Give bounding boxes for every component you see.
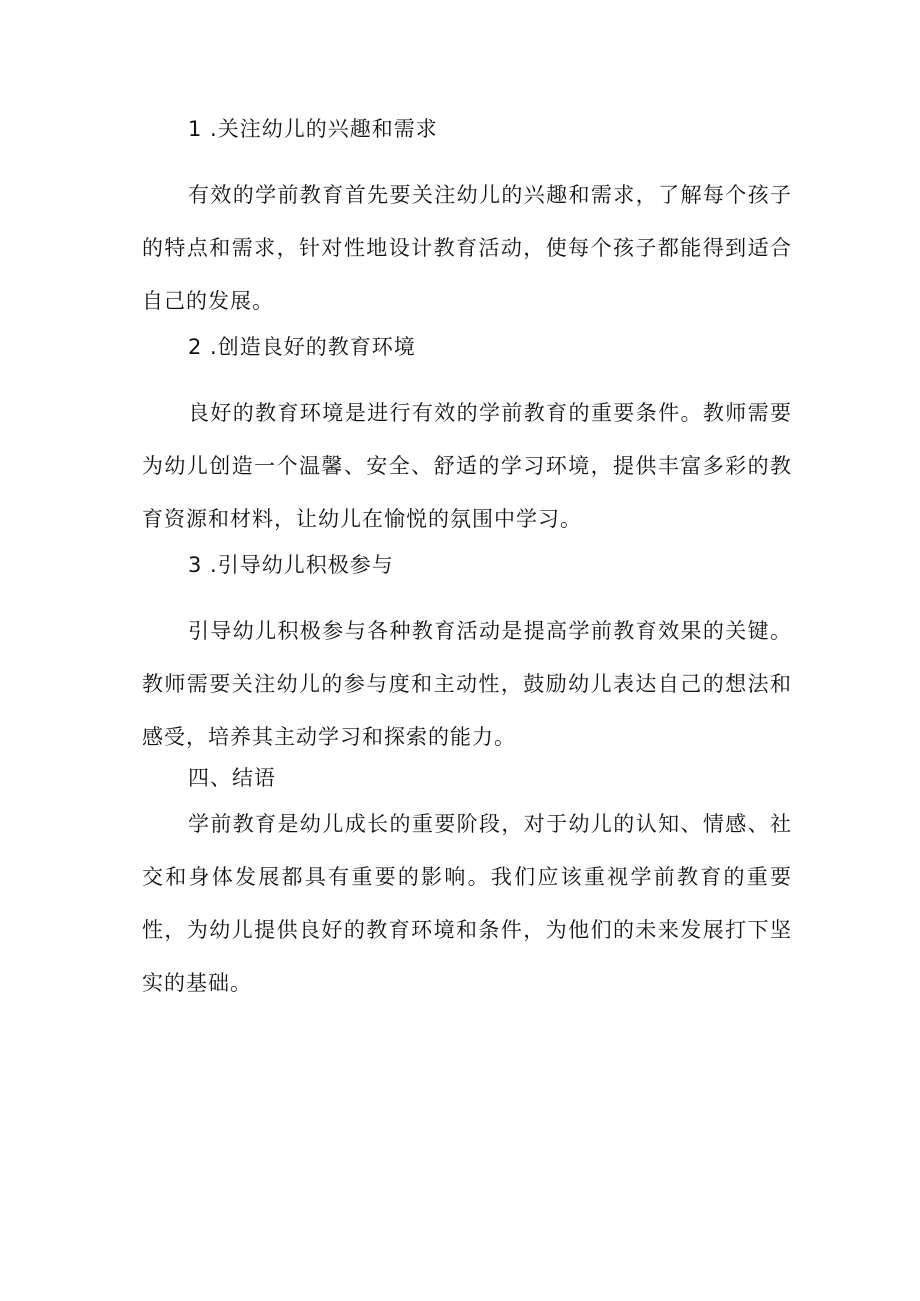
conclusion-heading: 四、结语 [188,766,276,790]
section-1-paragraph: 有效的学前教育首先要关注幼儿的兴趣和需求，了解每个孩子的特点和需求，针对性地设计教育活动，使每个孩子都能得到适合自己的发展。 [142,183,792,313]
section-3-heading: 3 .引导幼儿积极参与 [188,553,394,577]
section-3-paragraph: 引导幼儿积极参与各种教育活动是提高学前教育效果的关键。教师需要关注幼儿的参与度和主动性，鼓励幼儿表达自己的想法和感受，培养其主动学习和探索的能力。 [142,619,792,749]
section-2-heading: 2 .创造良好的教育环境 [188,335,416,359]
section-1-heading: 1 .关注幼儿的兴趣和需求 [188,117,438,141]
section-2-paragraph: 良好的教育环境是进行有效的学前教育的重要条件。教师需要为幼儿创造一个温馨、安全、舒适的学习环境，提供丰富多彩的教育资源和材料，让幼儿在愉悦的氛围中学习。 [142,401,792,531]
conclusion-paragraph: 学前教育是幼儿成长的重要阶段，对于幼儿的认知、情感、社交和身体发展都具有重要的影响。我们应该重视学前教育的重要性，为幼儿提供良好的教育环境和条件，为他们的未来发展打下坚实的基础。 [142,812,792,995]
